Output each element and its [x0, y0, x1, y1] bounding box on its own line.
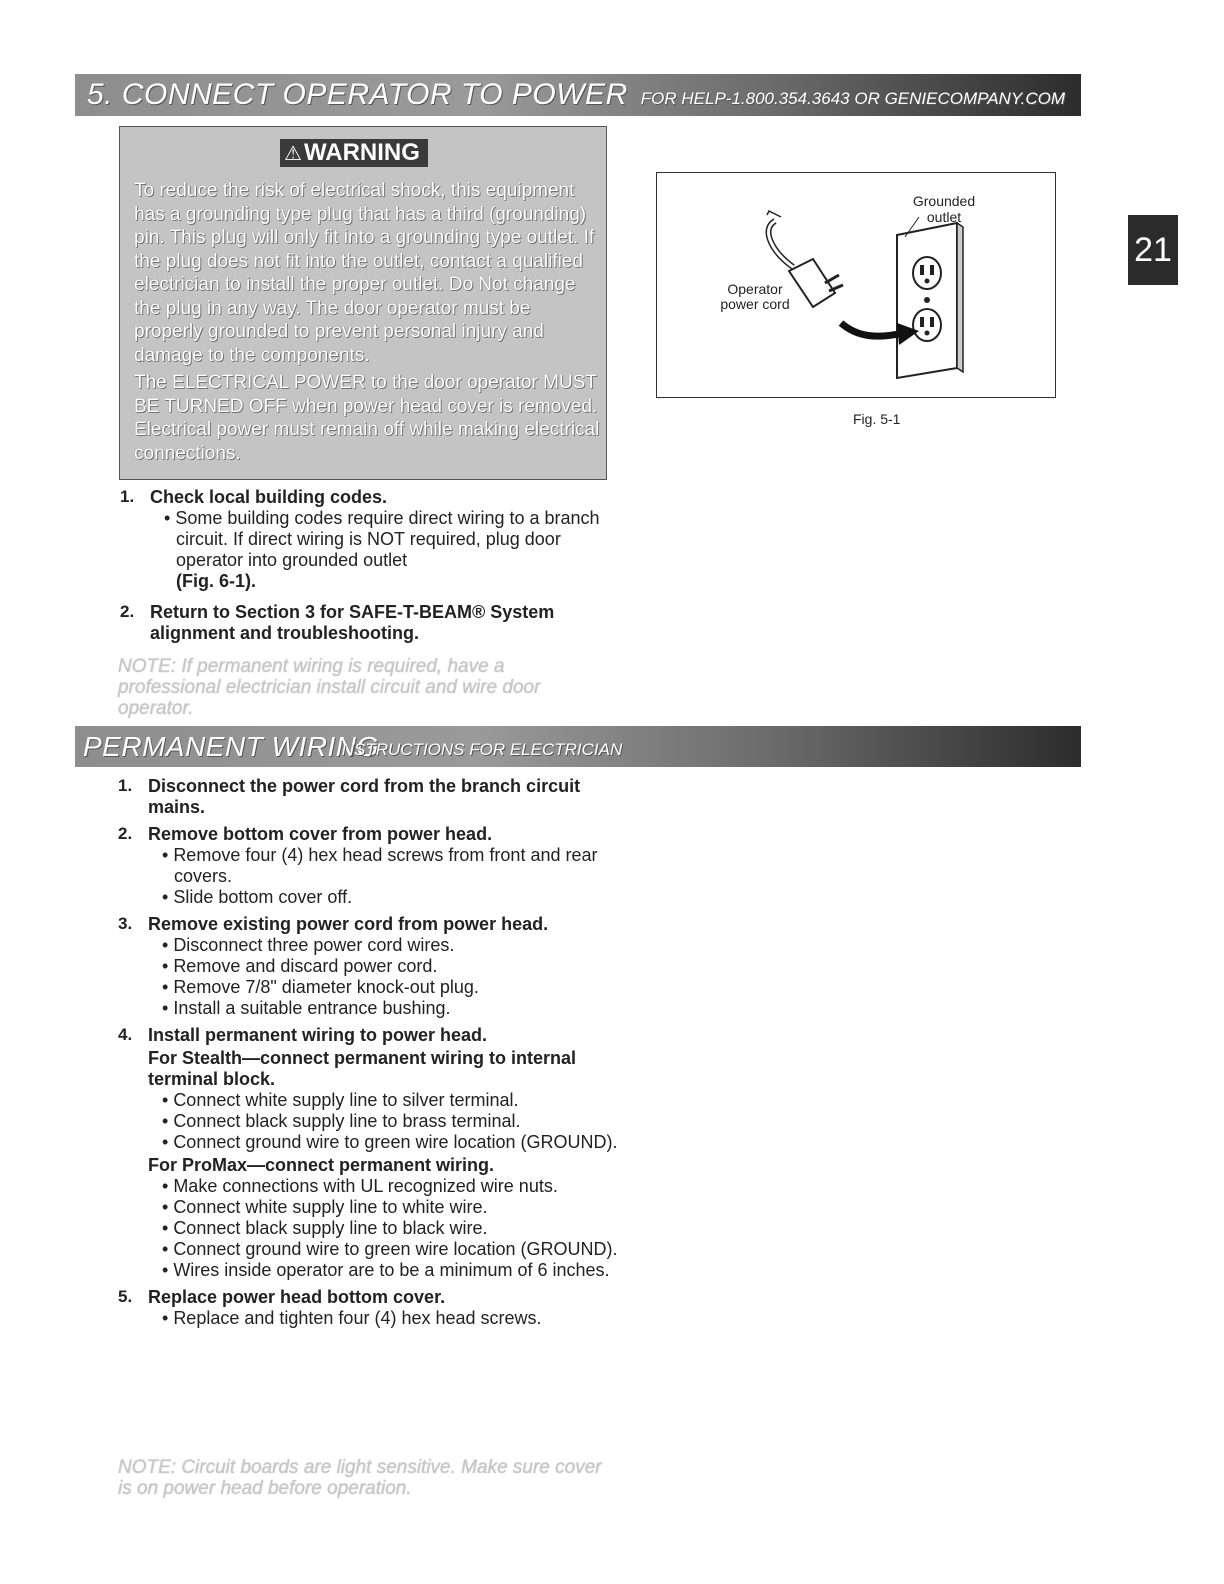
note-permanent-wiring: NOTE: If permanent wiring is required, have a professional electrician install circuit and wire door operator. [118, 656, 541, 719]
step-bullet: • Make connections with UL recognized wire nuts. [162, 1176, 618, 1197]
wiring-subtitle: INSTRUCTIONS FOR ELECTRICIAN [337, 740, 623, 759]
step-bullet: • Disconnect three power cord wires. [162, 935, 618, 956]
section-steps [120, 487, 610, 650]
page-number: 21 [1128, 215, 1178, 285]
warning-badge [280, 139, 428, 167]
wiring-step-5 [118, 1287, 618, 1329]
step-bullet: • Remove 7/8" diameter knock-out plug. [162, 977, 618, 998]
section-title: 5. CONNECT OPERATOR TO POWER [87, 78, 628, 111]
step-title: Check local building codes. [150, 487, 388, 507]
promax-subtitle: For ProMax—connect permanent wiring. [148, 1155, 495, 1175]
step-title: Install permanent wiring to power head. [148, 1025, 488, 1045]
warning-paragraph-1: To reduce the risk of electrical shock, this equipment has a grounding type plug that has a third (grounding) pin. This plug will only fit into a grounding type outlet. If the plug does not fit into the outlet, contact a qualified electrician to install the proper outlet. Do Not change the plug in any way. The door operator must be properly grounded to prevent personal injury and damage to the components. [134, 180, 595, 366]
label-operator: Operator [727, 281, 783, 297]
warning-text [134, 179, 602, 469]
wiring-steps [118, 776, 618, 1335]
label-grounded: Grounded [912, 193, 976, 209]
figure-outlet [656, 172, 1056, 398]
step-bullet: • Remove and discard power cord. [162, 956, 618, 977]
wiring-step-1 [118, 776, 618, 818]
step-bullet: • Replace and tighten four (4) hex head screws. [162, 1308, 618, 1329]
step-title: Remove existing power cord from power head. [148, 914, 549, 934]
warning-paragraph-2: The ELECTRICAL POWER to the door operator MUST BE TURNED OFF when power head cover is removed. Electrical power must remain off while making electrical connections. [134, 372, 600, 464]
warning-box [119, 126, 607, 480]
plug-outlet-illustration [657, 173, 1054, 396]
step-bullet: • Wires inside operator are to be a minimum of 6 inches. [162, 1260, 618, 1281]
step-number: 1. [120, 487, 135, 506]
step-number: 4. [118, 1025, 133, 1044]
step-title: Return to Section 3 for SAFE-T-BEAM® System alignment and troubleshooting. [150, 602, 555, 643]
warning-label: WARNING [303, 139, 420, 166]
bullet-text: Some building codes require direct wiring to a branch circuit. If direct wiring is NOT required, plug door operator into grounded outlet [175, 508, 600, 570]
step-2 [120, 602, 610, 644]
help-contact: FOR HELP-1.800.354.3643 OR GENIECOMPANY.COM [640, 89, 1065, 108]
figure-caption: Fig. 5-1 [853, 411, 901, 427]
wiring-title: PERMANENT WIRING [83, 731, 379, 762]
wiring-step-2 [118, 824, 618, 908]
section-banner [75, 74, 1081, 116]
step-bullet: • Connect black supply line to brass terminal. [162, 1111, 618, 1132]
step-title: Replace power head bottom cover. [148, 1287, 446, 1307]
step-number: 1. [118, 776, 133, 795]
outlet-icon [897, 223, 963, 378]
step-bullet: • Remove four (4) hex head screws from front and rear covers. [162, 845, 618, 887]
step-number: 2. [118, 824, 133, 843]
step-number: 2. [120, 602, 135, 621]
step-number: 5. [118, 1287, 133, 1306]
step-title: Remove bottom cover from power head. [148, 824, 493, 844]
figure-reference: (Fig. 6-1). [176, 571, 256, 591]
step-bullet: • Connect ground wire to green wire location (GROUND). [162, 1132, 618, 1153]
step-bullet: • Connect white supply line to silver terminal. [162, 1090, 618, 1111]
step-bullet: • Slide bottom cover off. [162, 887, 618, 908]
step-number: 3. [118, 914, 133, 933]
step-bullet: • Connect white supply line to white wire. [162, 1197, 618, 1218]
step-bullet: • Connect black supply line to black wire. [162, 1218, 618, 1239]
wiring-step-4 [118, 1025, 618, 1281]
wiring-step-3 [118, 914, 618, 1019]
warning-triangle-icon: ⚠ [284, 143, 302, 165]
step-1 [120, 487, 610, 592]
label-outlet: outlet [926, 209, 962, 225]
step-bullet [164, 508, 610, 592]
note-circuit-boards: NOTE: Circuit boards are light sensitive. Make sure cover is on power head before operation. [118, 1457, 602, 1499]
stealth-subtitle: For Stealth—connect permanent wiring to internal terminal block. [148, 1048, 577, 1089]
step-bullet: • Connect ground wire to green wire location (GROUND). [162, 1239, 618, 1260]
label-power-cord: power cord [720, 296, 790, 312]
step-bullet: • Install a suitable entrance bushing. [162, 998, 618, 1019]
wiring-banner [75, 726, 1081, 767]
step-title: Disconnect the power cord from the branch circuit mains. [148, 776, 581, 817]
